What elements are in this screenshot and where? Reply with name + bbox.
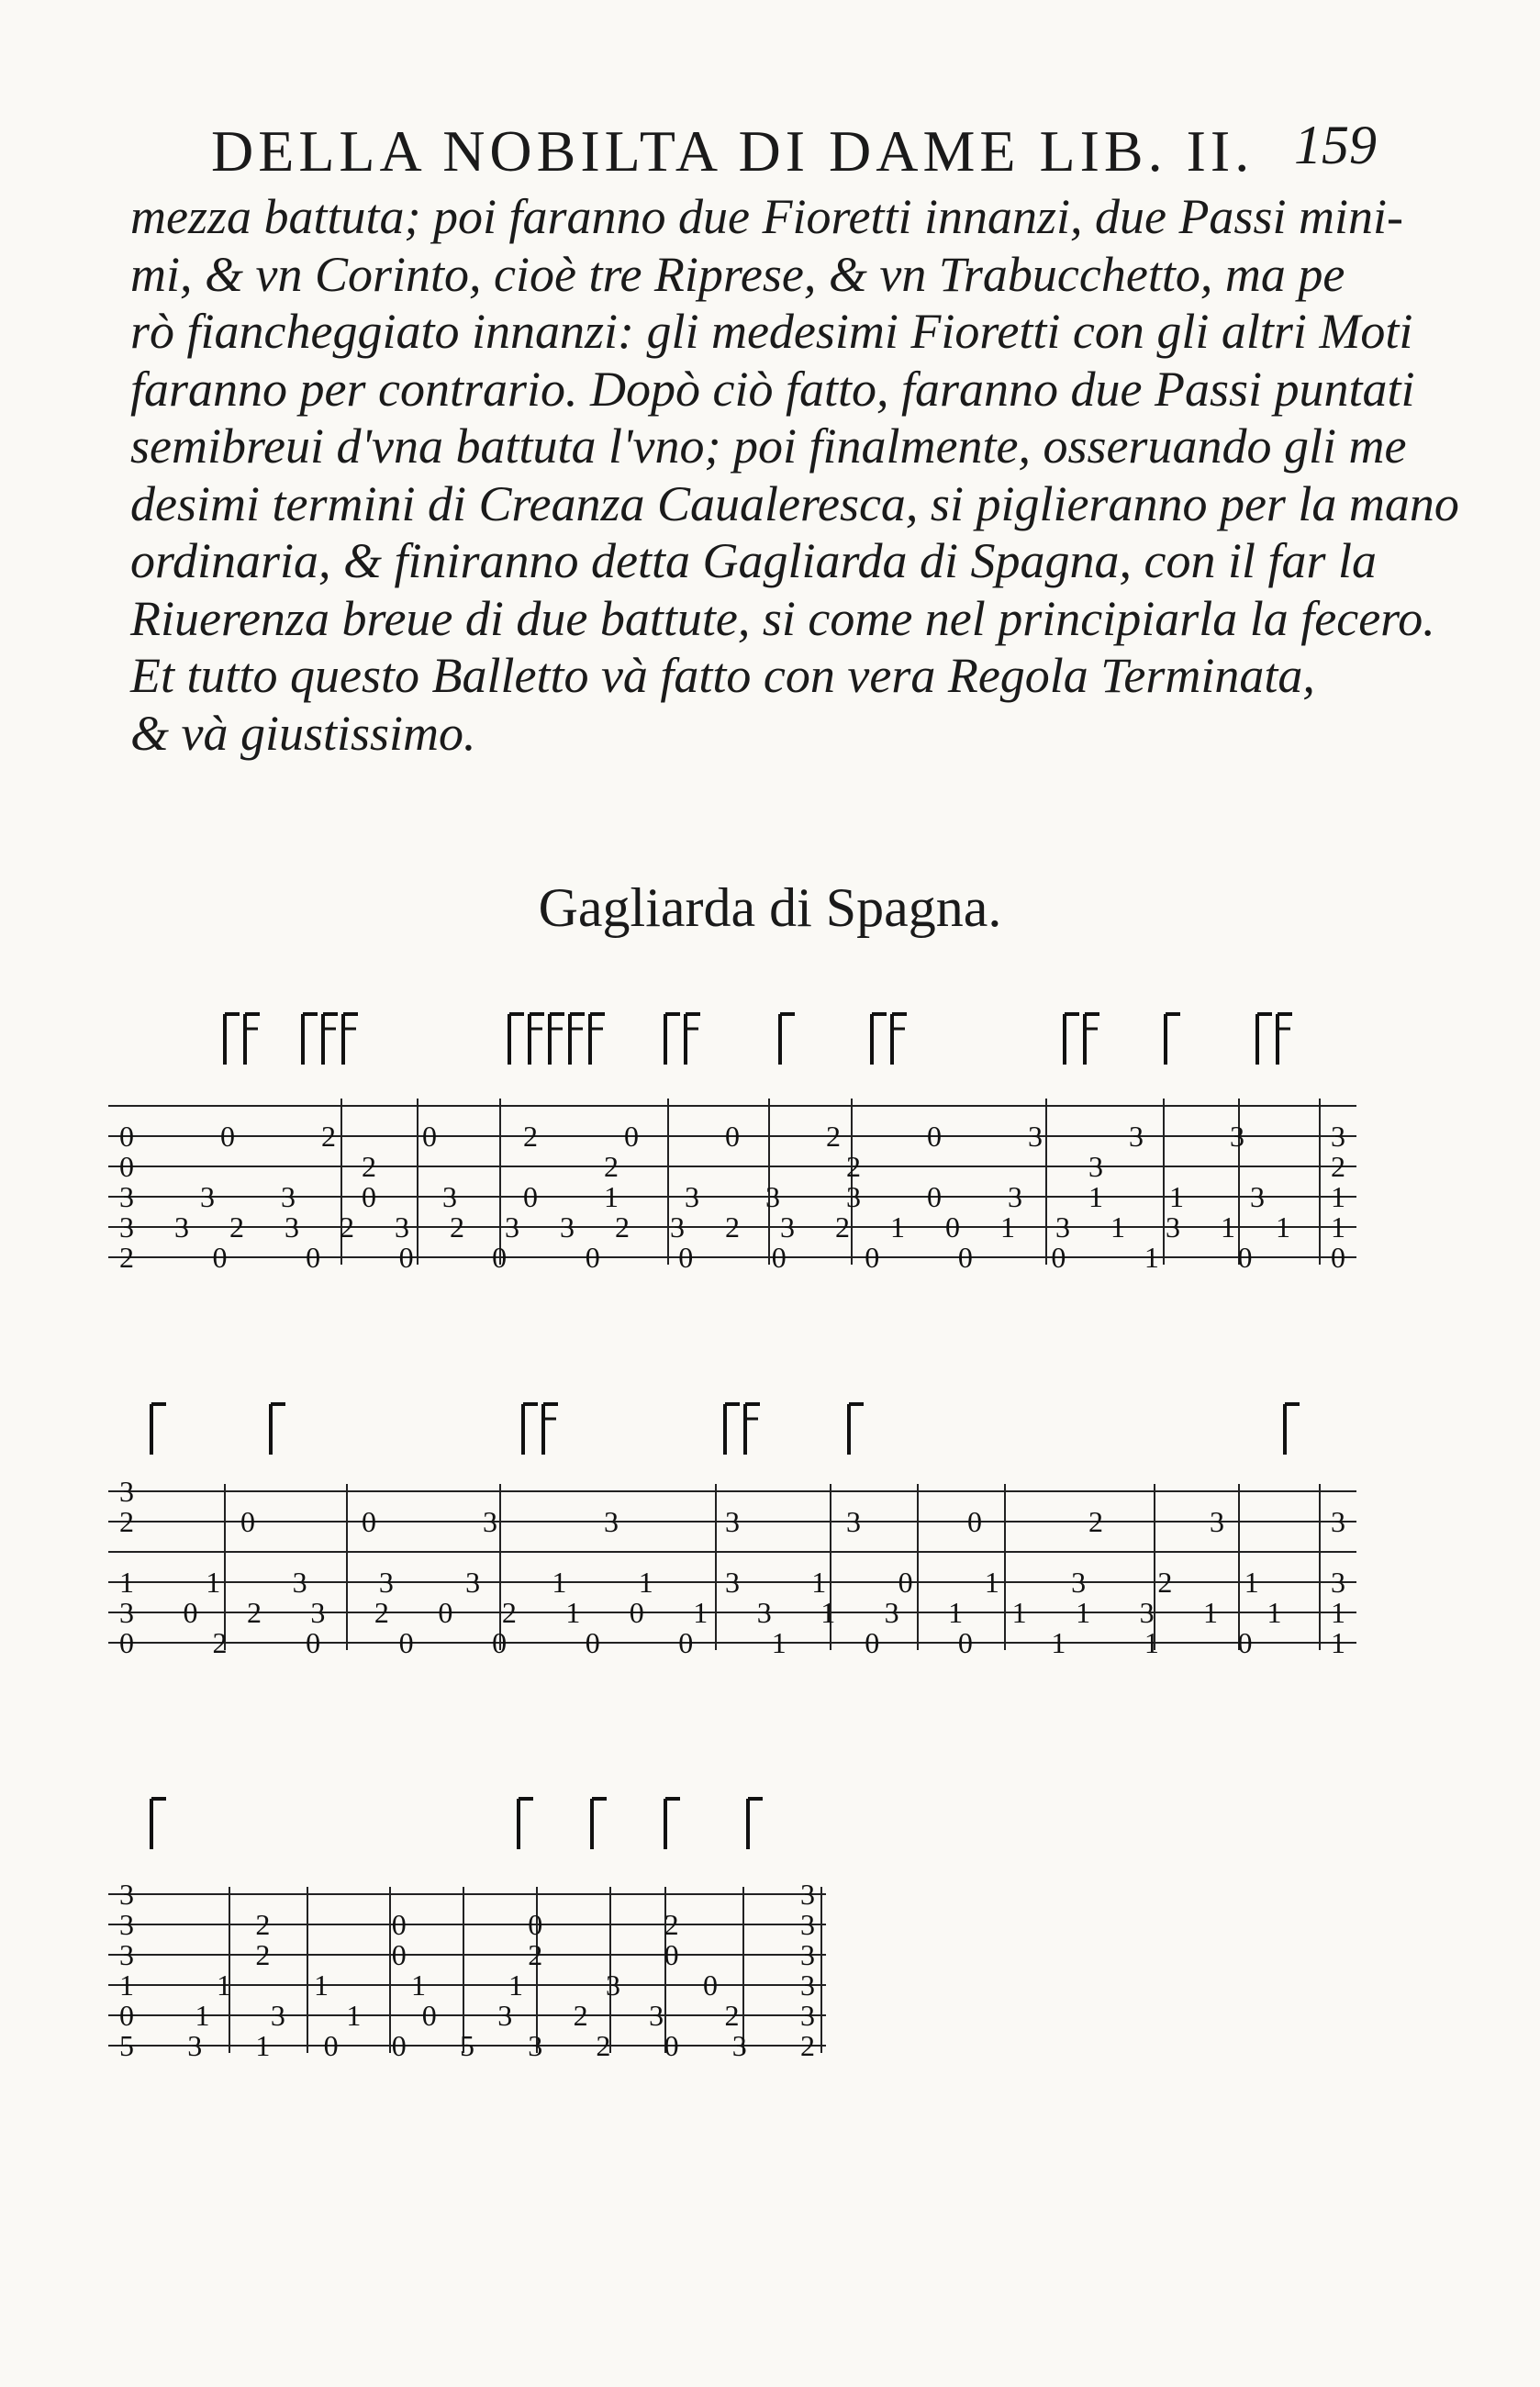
fret-number: 0 [119, 1999, 134, 2032]
fret-number: 2 [1331, 1150, 1345, 1183]
fret-number: 0 [220, 1120, 235, 1153]
fret-number: 3 [119, 1878, 134, 1911]
fret-number: 3 [119, 1908, 134, 1941]
fret-number: 0 [492, 1241, 508, 1274]
fret-number: 1 [1331, 1596, 1345, 1629]
fret-number: 2 [800, 2029, 815, 2062]
fret-number: 3 [846, 1180, 861, 1213]
fret-number: 0 [212, 1241, 228, 1274]
fret-number: 0 [664, 2029, 679, 2062]
fret-number: 0 [528, 1908, 543, 1941]
fret-number: 5 [460, 2029, 474, 2062]
fret-number: 0 [945, 1210, 960, 1244]
fret-number: 3 [187, 2029, 203, 2062]
fret-number: 0 [1051, 1241, 1066, 1274]
fret-number: 3 [174, 1210, 189, 1244]
fret-number: 1 [984, 1566, 999, 1599]
fret-number: 0 [725, 1120, 740, 1153]
fret-number: 1 [948, 1596, 964, 1629]
fret-number: 2 [374, 1596, 389, 1629]
fret-number: 0 [398, 1626, 414, 1659]
fret-number: 0 [678, 1241, 694, 1274]
fret-number: 0 [1237, 1626, 1253, 1659]
fret-number: 2 [528, 1938, 543, 1971]
fret-number: 3 [465, 1566, 481, 1599]
fret-number: 0 [391, 2029, 407, 2062]
page-number: 159 [1294, 115, 1377, 175]
fret-number: 2 [229, 1210, 244, 1244]
fret-number: 2 [362, 1150, 376, 1183]
fret-number: 1 [119, 1566, 134, 1599]
fret-number: 0 [391, 1938, 407, 1971]
fret-number: 0 [183, 1596, 198, 1629]
fret-number: 3 [756, 1596, 772, 1629]
fret-number: 1 [1331, 1180, 1345, 1213]
fret-number: 3 [800, 1969, 815, 2002]
fret-number: 3 [119, 1938, 134, 1971]
fret-number: 3 [1210, 1505, 1224, 1538]
fret-number: 3 [292, 1566, 307, 1599]
text-line: mi, & vn Corinto, cioè tre Riprese, & vn Trabucchetto, ma pe [130, 246, 1345, 302]
fret-number: 1 [1221, 1210, 1235, 1244]
fret-number: 2 [604, 1150, 619, 1183]
fret-number: 3 [1028, 1120, 1043, 1153]
fret-number: 3 [846, 1505, 861, 1538]
fret-number: 3 [731, 2029, 747, 2062]
fret-number: 3 [560, 1210, 575, 1244]
fret-number: 2 [596, 2029, 611, 2062]
fret-number: 2 [826, 1120, 841, 1153]
fret-number: 0 [422, 1120, 437, 1153]
fret-number: 1 [1144, 1241, 1159, 1274]
fret-number: 3 [200, 1180, 215, 1213]
fret-number: 2 [725, 1210, 740, 1244]
fret-number: 3 [884, 1596, 899, 1629]
fret-number: 0 [492, 1626, 508, 1659]
fret-number: 1 [1267, 1596, 1282, 1629]
fret-number: 3 [1129, 1120, 1144, 1153]
fret-number: 2 [255, 1908, 271, 1941]
text-line: desimi termini di Creanza Caualeresca, si piglieranno per la mano [130, 475, 1459, 531]
fret-number: 1 [1144, 1626, 1159, 1659]
fret-number: 1 [552, 1566, 567, 1599]
fret-number: 0 [771, 1241, 787, 1274]
fret-number: 3 [606, 1969, 620, 2002]
fret-number: 3 [765, 1180, 780, 1213]
fret-number: 3 [1071, 1566, 1087, 1599]
fret-number: 1 [206, 1566, 221, 1599]
fret-number: 0 [629, 1596, 644, 1629]
fret-number: 1 [119, 1969, 134, 2002]
text-line: Et tutto questo Balletto và fatto con vera Regola Terminata, [130, 648, 1315, 703]
fret-number: 3 [281, 1180, 296, 1213]
fret-number: 0 [1237, 1241, 1253, 1274]
fret-number: 0 [703, 1969, 718, 2002]
fret-number: 1 [565, 1596, 581, 1629]
fret-number: 3 [1250, 1180, 1265, 1213]
fret-number: 1 [508, 1969, 523, 2002]
fret-number: 3 [1331, 1566, 1345, 1599]
fret-number: 1 [604, 1180, 619, 1213]
fret-number: 3 [604, 1505, 619, 1538]
fret-number: 3 [1088, 1150, 1103, 1183]
fret-number: 2 [1157, 1566, 1173, 1599]
fret-number: 1 [411, 1969, 426, 2002]
fret-number: 0 [421, 1999, 437, 2032]
fret-number: 3 [497, 1999, 513, 2032]
fret-number: 0 [927, 1180, 942, 1213]
fret-number: 0 [957, 1626, 973, 1659]
fret-number: 2 [615, 1210, 630, 1244]
fret-number: 3 [119, 1210, 134, 1244]
fret-number: 3 [649, 1999, 664, 2032]
fret-number: 2 [255, 1938, 271, 1971]
fret-number: 0 [240, 1505, 255, 1538]
fret-number: 3 [285, 1210, 299, 1244]
fret-number: 1 [1203, 1596, 1219, 1629]
fret-number: 3 [528, 2029, 543, 2062]
fret-number: 0 [664, 1938, 679, 1971]
fret-number: 3 [800, 1999, 815, 2032]
fret-number: 3 [800, 1878, 815, 1911]
fret-number: 0 [306, 1241, 321, 1274]
fret-number: 1 [217, 1969, 231, 2002]
fret-number: 1 [314, 1969, 329, 2002]
fret-number: 1 [346, 1999, 362, 2032]
fret-number: 0 [119, 1150, 134, 1183]
fret-number: 3 [725, 1566, 740, 1599]
fret-number: 3 [505, 1210, 519, 1244]
fret-number: 0 [323, 2029, 339, 2062]
fret-number: 3 [1230, 1120, 1244, 1153]
fret-number: 0 [865, 1626, 880, 1659]
fret-number: 1 [638, 1566, 653, 1599]
fret-number: 2 [724, 1999, 740, 2032]
fret-number: 0 [585, 1626, 600, 1659]
fret-number: 0 [624, 1120, 639, 1153]
fret-number: 0 [585, 1241, 600, 1274]
fret-number: 3 [395, 1210, 409, 1244]
fret-number: 0 [306, 1626, 321, 1659]
fret-number: 3 [800, 1908, 815, 1941]
text-line: ordinaria, & finiranno detta Gagliarda di Spagna, con il far la [130, 533, 1378, 588]
fret-number: 1 [1110, 1210, 1125, 1244]
text-line: rò fiancheggiato innanzi: gli medesimi Fioretti con gli altri Moti [130, 304, 1413, 359]
fret-number: 1 [820, 1596, 836, 1629]
fret-number: 2 [119, 1505, 134, 1538]
fret-number: 1 [890, 1210, 905, 1244]
fret-number: 2 [501, 1596, 517, 1629]
fret-number: 0 [927, 1120, 942, 1153]
fret-number: 2 [340, 1210, 354, 1244]
text-line: faranno per contrario. Dopò ciò fatto, faranno due Passi puntati [130, 361, 1415, 417]
fret-number: 3 [1139, 1596, 1155, 1629]
fret-number: 0 [898, 1566, 913, 1599]
fret-number: 0 [391, 1908, 407, 1941]
fret-number: 3 [378, 1566, 394, 1599]
fret-number: 2 [246, 1596, 262, 1629]
fret-number: 3 [1166, 1210, 1180, 1244]
fret-number: 2 [835, 1210, 850, 1244]
fret-number: 3 [1055, 1210, 1070, 1244]
fret-number: 3 [780, 1210, 795, 1244]
fret-number: 2 [450, 1210, 464, 1244]
text-line: mezza battuta; poi faranno due Fioretti innanzi, due Passi mini- [130, 189, 1403, 244]
fret-number: 0 [957, 1241, 973, 1274]
fret-number: 3 [270, 1999, 285, 2032]
fret-number: 3 [119, 1475, 134, 1508]
fret-number: 0 [119, 1626, 134, 1659]
fret-number: 0 [967, 1505, 982, 1538]
fret-number: 1 [255, 2029, 271, 2062]
fret-number: 1 [1169, 1180, 1184, 1213]
fret-number: 0 [678, 1626, 694, 1659]
fret-number: 0 [398, 1241, 414, 1274]
fret-number: 1 [693, 1596, 709, 1629]
fret-number: 3 [725, 1505, 740, 1538]
fret-number: 1 [1331, 1210, 1345, 1244]
fret-number: 1 [1051, 1626, 1066, 1659]
fret-number: 0 [119, 1120, 134, 1153]
fret-number: 3 [1008, 1180, 1022, 1213]
fret-number: 1 [1244, 1566, 1259, 1599]
fret-number: 0 [362, 1505, 376, 1538]
fret-number: 2 [1088, 1505, 1103, 1538]
text-line: & và giustissimo. [130, 705, 476, 761]
fret-number: 1 [1076, 1596, 1091, 1629]
text-line: Riuerenza breue di due battute, si come nel principiarla la fecero. [130, 590, 1435, 646]
fret-number: 1 [811, 1566, 827, 1599]
fret-number: 1 [1011, 1596, 1027, 1629]
fret-number: 2 [523, 1120, 538, 1153]
fret-number: 2 [573, 1999, 588, 2032]
fret-number: 1 [1000, 1210, 1015, 1244]
fret-number: 3 [119, 1596, 134, 1629]
fret-number: 3 [119, 1180, 134, 1213]
fret-number: 1 [771, 1626, 787, 1659]
fret-number: 3 [442, 1180, 457, 1213]
fret-number: 0 [438, 1596, 453, 1629]
fret-number: 3 [483, 1505, 497, 1538]
fret-number: 0 [865, 1241, 880, 1274]
fret-number: 3 [1331, 1505, 1345, 1538]
fret-number: 1 [1331, 1626, 1345, 1659]
fret-number: 3 [670, 1210, 685, 1244]
fret-number: 1 [195, 1999, 210, 2032]
fret-number: 2 [846, 1150, 861, 1183]
fret-number: 2 [212, 1626, 228, 1659]
fret-number: 2 [321, 1120, 336, 1153]
fret-number: 0 [362, 1180, 376, 1213]
running-head-title: DELLA NOBILTA DI DAME LIB. II. [211, 118, 1255, 184]
fret-number: 1 [1088, 1180, 1103, 1213]
fret-number: 0 [1331, 1241, 1345, 1274]
fret-number: 5 [119, 2029, 134, 2062]
fret-number: 1 [1276, 1210, 1290, 1244]
fret-number: 2 [664, 1908, 679, 1941]
fret-number: 3 [800, 1938, 815, 1971]
piece-title: Gagliarda di Spagna. [538, 877, 1002, 938]
fret-number: 2 [119, 1241, 134, 1274]
fret-number: 3 [685, 1180, 699, 1213]
fret-number: 0 [523, 1180, 538, 1213]
fret-number: 3 [1331, 1120, 1345, 1153]
text-line: semibreui d'vna battuta l'vno; poi finalmente, osseruando gli me [130, 418, 1407, 474]
fret-number: 3 [310, 1596, 326, 1629]
